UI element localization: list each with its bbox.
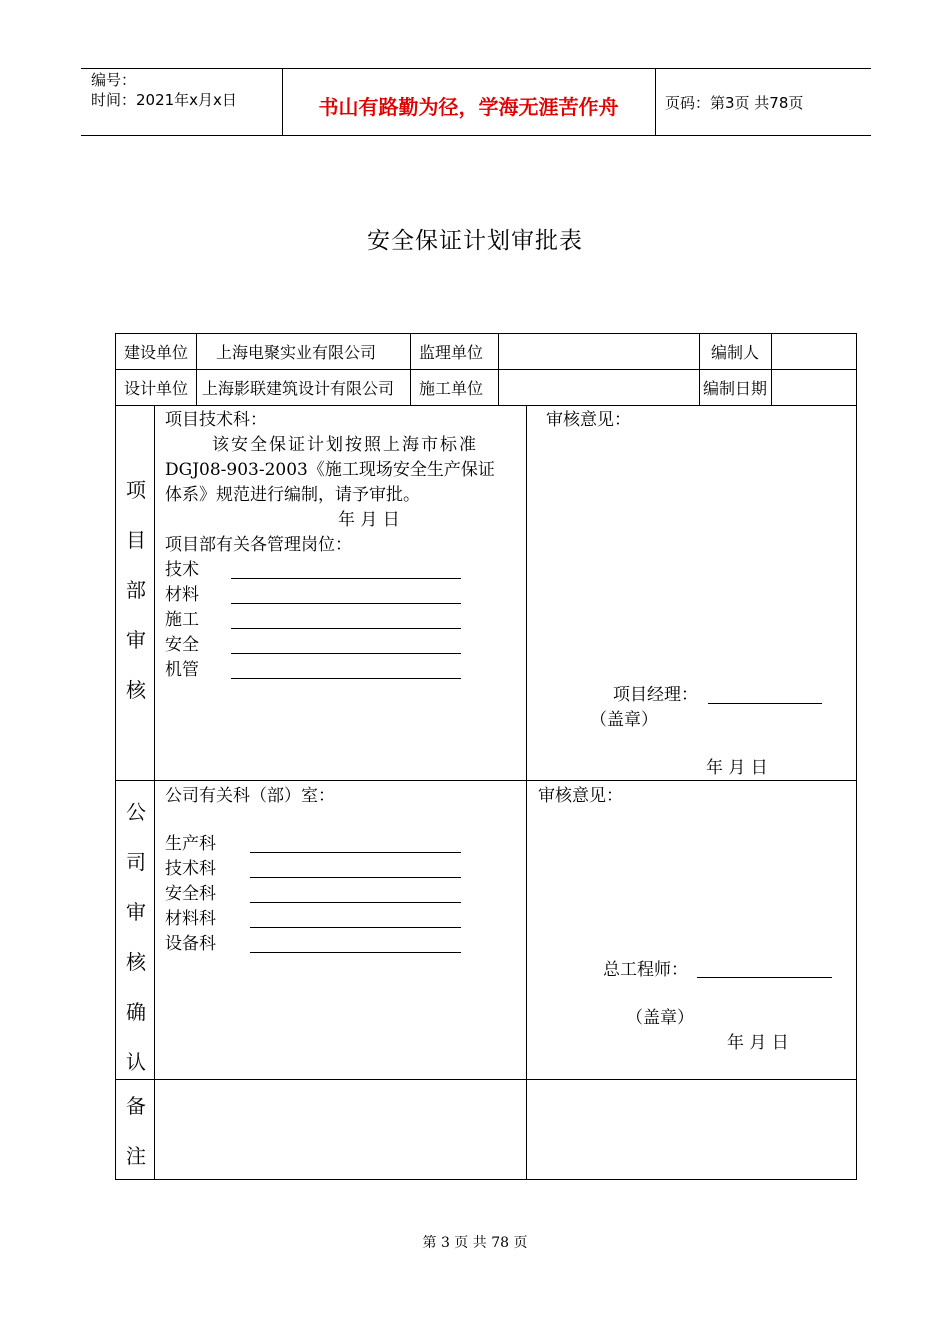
header-motto: 书山有路勤为径，学海无涯苦作舟 — [318, 95, 619, 119]
col-divider — [498, 334, 499, 406]
project-manager-signature-line[interactable] — [708, 703, 822, 704]
company-seal-label: （盖章） — [626, 1008, 694, 1028]
post-tech-signature-line[interactable] — [231, 578, 461, 579]
side-char: 核 — [126, 678, 146, 702]
post-safety-signature-line[interactable] — [231, 653, 461, 654]
dept-tech-signature-line[interactable] — [250, 877, 461, 878]
dept-production-signature-line[interactable] — [250, 852, 461, 853]
post-safety-label: 安全 — [165, 635, 199, 655]
side-char: 公 — [126, 800, 146, 824]
post-construction-signature-line[interactable] — [231, 628, 461, 629]
row-divider — [116, 405, 856, 406]
posts-title: 项目部有关各管理岗位： — [165, 535, 352, 555]
plan-description-line3: 体系》规范进行编制，请予审批。 — [165, 485, 420, 505]
header-time-label: 时间：2021年x月x日 — [91, 91, 237, 109]
project-seal-label: （盖章） — [590, 710, 658, 730]
dept-safety-label: 安全科 — [165, 884, 216, 904]
col-divider — [699, 334, 700, 406]
company-sign-date: 年 月 日 — [727, 1033, 789, 1053]
remarks-side-label — [116, 1090, 156, 1190]
plan-date-line: 年 月 日 — [338, 510, 400, 530]
side-char: 目 — [126, 528, 146, 552]
post-machinery-signature-line[interactable] — [231, 678, 461, 679]
supervision-unit-label: 监理单位 — [419, 343, 484, 362]
mid-col-divider — [526, 406, 527, 1180]
header-bottom-rule — [81, 135, 871, 136]
build-unit-label: 施工单位 — [419, 379, 484, 398]
company-dept-title: 公司有关科（部）室： — [165, 786, 335, 806]
side-char: 部 — [126, 578, 146, 602]
header-top-rule — [81, 68, 871, 69]
dept-tech-label: 技术科 — [165, 859, 216, 879]
side-char: 认 — [126, 1050, 146, 1074]
chief-engineer-label: 总工程师： — [603, 960, 688, 980]
side-char: 确 — [126, 1000, 146, 1024]
side-char: 项 — [126, 478, 146, 502]
dept-material-signature-line[interactable] — [250, 927, 461, 928]
side-char: 司 — [126, 850, 146, 874]
side-char: 注 — [126, 1144, 146, 1168]
col-divider — [196, 334, 197, 406]
row-divider — [116, 369, 856, 370]
post-material-label: 材料 — [165, 585, 199, 605]
post-machinery-label: 机管 — [165, 660, 199, 680]
construction-unit-value: 上海电聚实业有限公司 — [216, 343, 377, 362]
editor-label: 编制人 — [711, 343, 760, 362]
project-manager-label: 项目经理： — [613, 685, 698, 705]
document-title: 安全保证计划审批表 — [367, 228, 583, 254]
tech-dept-label: 项目技术科： — [165, 410, 267, 430]
dept-equipment-label: 设备科 — [165, 934, 216, 954]
plan-description-line1: 该安全保证计划按照上海市标准 — [212, 435, 478, 455]
dept-material-label: 材料科 — [165, 909, 216, 929]
dept-production-label: 生产科 — [165, 834, 216, 854]
project-sign-date: 年 月 日 — [706, 758, 768, 778]
post-material-signature-line[interactable] — [231, 603, 461, 604]
side-char: 核 — [126, 950, 146, 974]
project-opinion-label: 审核意见： — [546, 410, 631, 430]
col-divider — [410, 334, 411, 406]
design-unit-value: 上海影联建筑设计有限公司 — [202, 379, 395, 398]
approval-table — [115, 333, 857, 1180]
chief-engineer-signature-line[interactable] — [697, 977, 832, 978]
plan-description-line2: DGJ08-903-2003《施工现场安全生产保证 — [165, 460, 495, 480]
post-construction-label: 施工 — [165, 610, 199, 630]
construction-unit-label: 建设单位 — [124, 343, 189, 362]
company-opinion-label: 审核意见： — [538, 786, 623, 806]
dept-safety-signature-line[interactable] — [250, 902, 461, 903]
edit-date-label: 编制日期 — [703, 379, 768, 398]
page-footer: 第 3 页 共 78 页 — [422, 1235, 528, 1251]
row-divider — [116, 1079, 856, 1080]
side-char: 审 — [126, 628, 146, 652]
side-char: 备 — [126, 1094, 146, 1118]
header-page-info: 页码：第3页 共78页 — [665, 94, 804, 112]
design-unit-label: 设计单位 — [124, 379, 189, 398]
col-divider — [771, 334, 772, 406]
post-tech-label: 技术 — [165, 560, 199, 580]
dept-equipment-signature-line[interactable] — [250, 952, 461, 953]
header-divider-right — [655, 68, 656, 136]
company-review-side-label — [116, 796, 156, 1096]
header-number-label: 编号： — [91, 71, 137, 89]
project-review-side-label — [116, 474, 156, 724]
side-char: 审 — [126, 900, 146, 924]
